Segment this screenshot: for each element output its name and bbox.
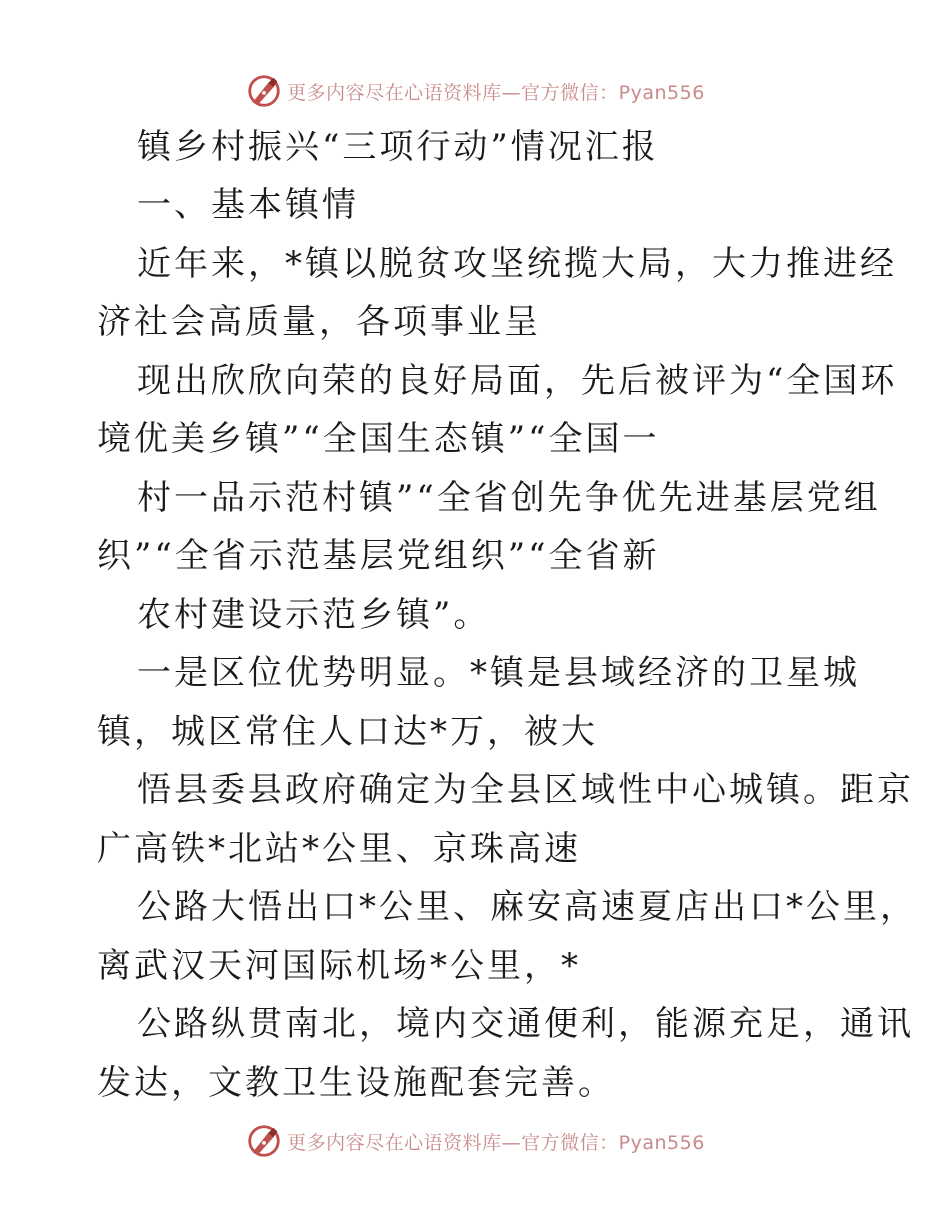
paragraph-line: 公路大悟出口*公里、麻安高速夏店出口*公里，: [137, 887, 917, 927]
paragraph-line: 现出欣欣向荣的良好局面，先后被评为“全国环: [137, 361, 898, 401]
paragraph-line: 织”“全省示范基层党组织”“全省新: [97, 536, 660, 576]
document-title: 镇乡村振兴“三项行动”情况汇报: [137, 127, 659, 167]
section-heading: 一、基本镇情: [137, 185, 359, 225]
watermark-header: [0, 71, 950, 111]
paragraph-line: 近年来，*镇以脱贫攻坚统揽大局，大力推进经: [137, 244, 897, 284]
paragraph-line: 村一品示范村镇”“全省创先争优先进基层党组: [137, 478, 881, 518]
paragraph-line: 农村建设示范乡镇”。: [137, 595, 491, 635]
watermark-text: 更多内容尽在心语资料库—官方微信：Pyan556: [287, 81, 705, 104]
pen-nib-logo-icon: [245, 1122, 283, 1160]
paragraph-line: 发达，文教卫生设施配套完善。: [97, 1063, 615, 1103]
paragraph-line: 镇，城区常住人口达*万，被大: [97, 712, 598, 752]
paragraph-line: 广高铁*北站*公里、京珠高速: [97, 829, 581, 869]
pen-nib-logo-icon: [245, 72, 283, 110]
watermark-footer: [0, 1121, 950, 1161]
paragraph-line: 公路纵贯南北，境内交通便利，能源充足，通讯: [137, 1004, 914, 1044]
paragraph-line: 悟县委县政府确定为全县区域性中心城镇。距京: [137, 770, 914, 810]
paragraph-line: 离武汉天河国际机场*公里，*: [97, 946, 581, 986]
watermark-text: 更多内容尽在心语资料库—官方微信：Pyan556: [287, 1131, 705, 1154]
paragraph-line: 济社会高质量，各项事业呈: [97, 302, 541, 342]
paragraph-line: 一是区位优势明显。*镇是县域经济的卫星城: [137, 653, 860, 693]
paragraph-line: 境优美乡镇”“全国生态镇”“全国一: [97, 419, 660, 459]
